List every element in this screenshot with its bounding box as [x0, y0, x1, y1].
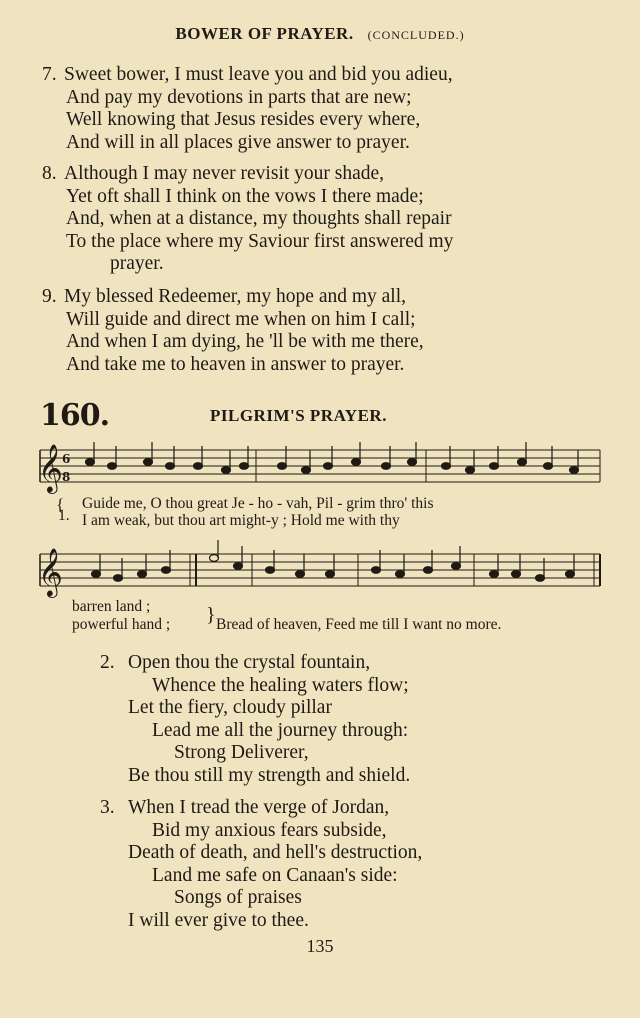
brace-icon: } [206, 604, 216, 626]
stanza-line: Yet oft shall I think on the vows I there made; [66, 185, 424, 207]
verse-line: Bid my anxious fears subside, [152, 819, 387, 841]
lyric-line: barren land ; [72, 598, 151, 615]
stanza-line: prayer. [110, 253, 164, 274]
treble-clef-icon: 𝄞 [38, 443, 63, 492]
hymn-title: PILGRIM'S PRAYER. [210, 406, 387, 425]
hymn-number: 160. [40, 398, 110, 433]
time-signature-top: 6 [62, 452, 71, 466]
verse-line: Be thou still my strength and shield. [128, 764, 411, 786]
music-staff-2 [0, 540, 640, 604]
stanza-line: Although I may never revisit your shade, [64, 163, 385, 184]
verse-2 [100, 652, 620, 788]
time-signature-bottom: 8 [62, 470, 71, 484]
stanza-line: And, when at a distance, my thoughts shall repair [66, 208, 452, 229]
verse-line: Let the fiery, cloudy pillar [128, 697, 332, 719]
verse-line: I will ever give to thee. [128, 909, 309, 931]
notes-staff-2 [92, 540, 575, 581]
lyric-line: Bread of heaven, Feed me till I want no more. [216, 616, 502, 633]
stanza-line: And pay my devotions in parts that are new; [66, 86, 412, 108]
verse-marker: 1. [58, 507, 70, 524]
stanza-line: Sweet bower, I must leave you and bid you adieu, [64, 64, 453, 85]
stanza-number: 9. [42, 286, 57, 307]
stanza-9 [42, 286, 612, 376]
header-title: BOWER OF PRAYER. [175, 24, 354, 43]
verse-line: Open thou the crystal fountain, [128, 652, 371, 673]
verse-line: Songs of praises [174, 887, 302, 909]
verse-line: Strong Deliverer, [174, 742, 309, 764]
header-subtitle: (CONCLUDED.) [367, 28, 465, 42]
verse-line: Whence the healing waters flow; [152, 674, 409, 696]
verse-line: Death of death, and hell's destruction, [128, 842, 423, 864]
stanza-8 [42, 163, 612, 276]
lyric-line: I am weak, but thou art might-y ; Hold me with thy [82, 512, 400, 529]
lyric-line: Guide me, O thou great Je - ho - vah, Pil - grim thro' this [82, 495, 434, 512]
stanza-number: 8. [42, 163, 57, 184]
verse-number: 3. [100, 797, 115, 818]
stanza-line: My blessed Redeemer, my hope and my all, [64, 286, 407, 307]
brace-icon: { [56, 495, 65, 514]
stanza-line: To the place where my Saviour first answered my [66, 230, 454, 252]
hymn-heading [40, 398, 600, 432]
stanza-line: And take me to heaven in answer to prayer. [66, 353, 405, 375]
lyric-line: powerful hand ; [72, 616, 171, 633]
stanza-line: Will guide and direct me when on him I call; [66, 308, 416, 330]
verse-line: Land me safe on Canaan's side: [152, 864, 398, 886]
verse-3 [100, 797, 620, 933]
stanza-7 [42, 64, 612, 154]
verse-line: When I tread the verge of Jordan, [128, 797, 390, 818]
page-number: 135 [306, 936, 334, 956]
treble-clef-icon: 𝄞 [38, 547, 63, 596]
stanza-line: And when I am dying, he 'll be with me there, [66, 331, 424, 352]
stanza-line: And will in all places give answer to prayer. [66, 131, 410, 153]
running-header [0, 24, 640, 44]
stanza-line: Well knowing that Jesus resides every where, [66, 109, 421, 130]
stanza-number: 7. [42, 64, 57, 85]
verse-number: 2. [100, 652, 115, 673]
verse-line: Lead me all the journey through: [152, 719, 409, 741]
